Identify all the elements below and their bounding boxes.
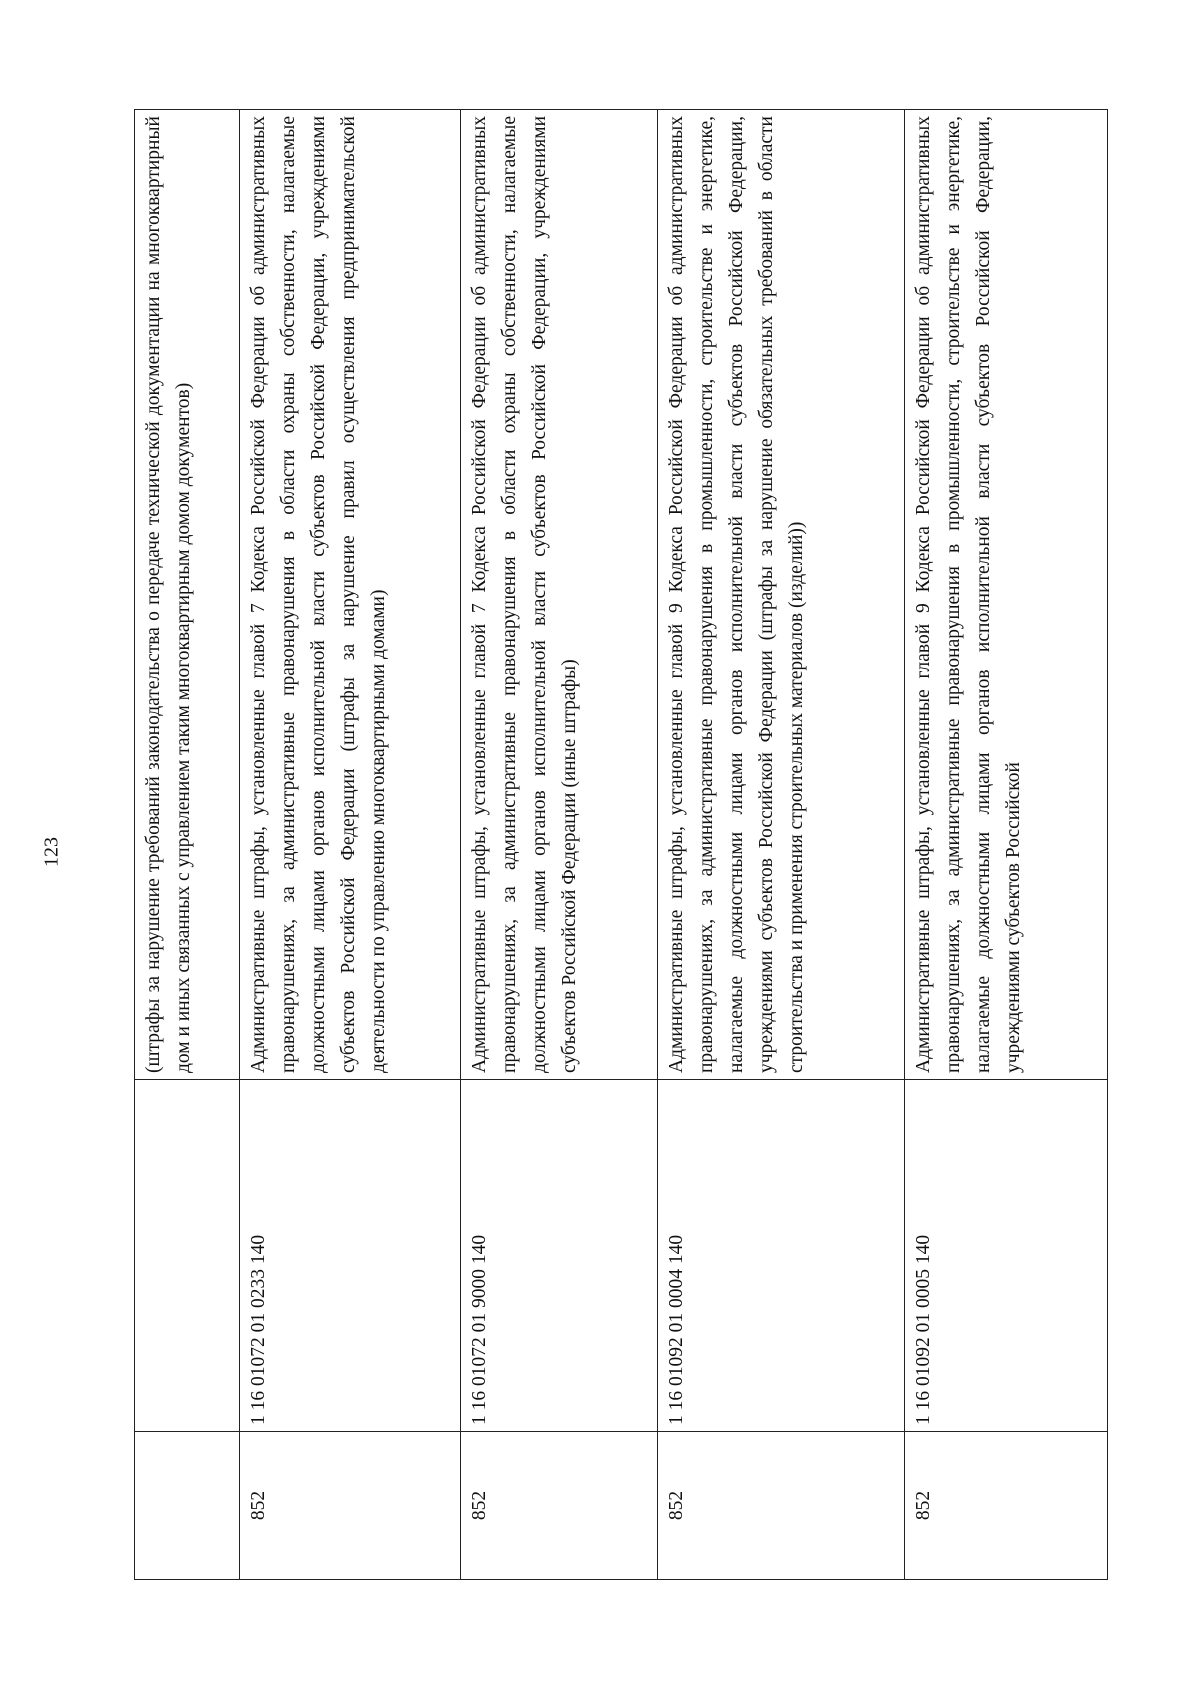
rotated-table-block (134, 110, 1062, 1580)
table-row (658, 110, 905, 1580)
revenue-code-cell: 1 16 01092 01 0005 140 (905, 1080, 1108, 1432)
admin-code-cell (135, 1432, 240, 1580)
description-cell: Административные штрафы, установленные главой 7 Кодекса Российской Федерации об административных правонарушениях, за административные правонарушения в области охраны собственности, налагаемые должностными лицами органов исполнительной власти субъектов Российской Федерации, учреждениями субъектов Российской Федерации (иные штрафы) (461, 110, 658, 1080)
table-row (461, 110, 658, 1580)
revenue-code-cell: 1 16 01092 01 0004 140 (658, 1080, 905, 1432)
revenue-code-cell (135, 1080, 240, 1432)
table-row (240, 110, 461, 1580)
revenue-code-cell: 1 16 01072 01 0233 140 (240, 1080, 461, 1432)
description-cell: (штрафы за нарушение требований законодательства о передаче технической документации на многоквартирный дом и иных связанных с управлением таким многоквартирным домом документов) (135, 110, 240, 1080)
revenue-code-cell: 1 16 01072 01 9000 140 (461, 1080, 658, 1432)
page-number: 123 (40, 837, 63, 867)
revenue-codes-table (134, 109, 1108, 1580)
description-cell: Административные штрафы, установленные главой 7 Кодекса Российской Федерации об административных правонарушениях, за административные правонарушения в области охраны собственности, налагаемые должностными лицами органов исполнительной власти субъектов Российской Федерации, учреждениями субъектов Российской Федерации (штрафы за нарушение правил осуществления предпринимательской деятельности по управлению многоквартирными домами) (240, 110, 461, 1080)
description-cell: Административные штрафы, установленные главой 9 Кодекса Российской Федерации об административных правонарушениях, за административные правонарушения в промышленности, строительстве и энергетике, налагаемые должностными лицами органов исполнительной власти субъектов Российской Федерации, учреждениями субъектов Российской Федерации (штрафы за нарушение обязательных требований в области строительства и применения строительных материалов (изделий)) (658, 110, 905, 1080)
table-row (135, 110, 240, 1580)
admin-code-cell: 852 (240, 1432, 461, 1580)
admin-code-cell: 852 (905, 1432, 1108, 1580)
description-cell: Административные штрафы, установленные главой 9 Кодекса Российской Федерации об административных правонарушениях, за административные правонарушения в промышленности, строительстве и энергетике, налагаемые должностными лицами органов исполнительной власти субъектов Российской Федерации, учреждениями субъектов Российской (905, 110, 1108, 1080)
admin-code-cell: 852 (461, 1432, 658, 1580)
table-row (905, 110, 1108, 1580)
admin-code-cell: 852 (658, 1432, 905, 1580)
